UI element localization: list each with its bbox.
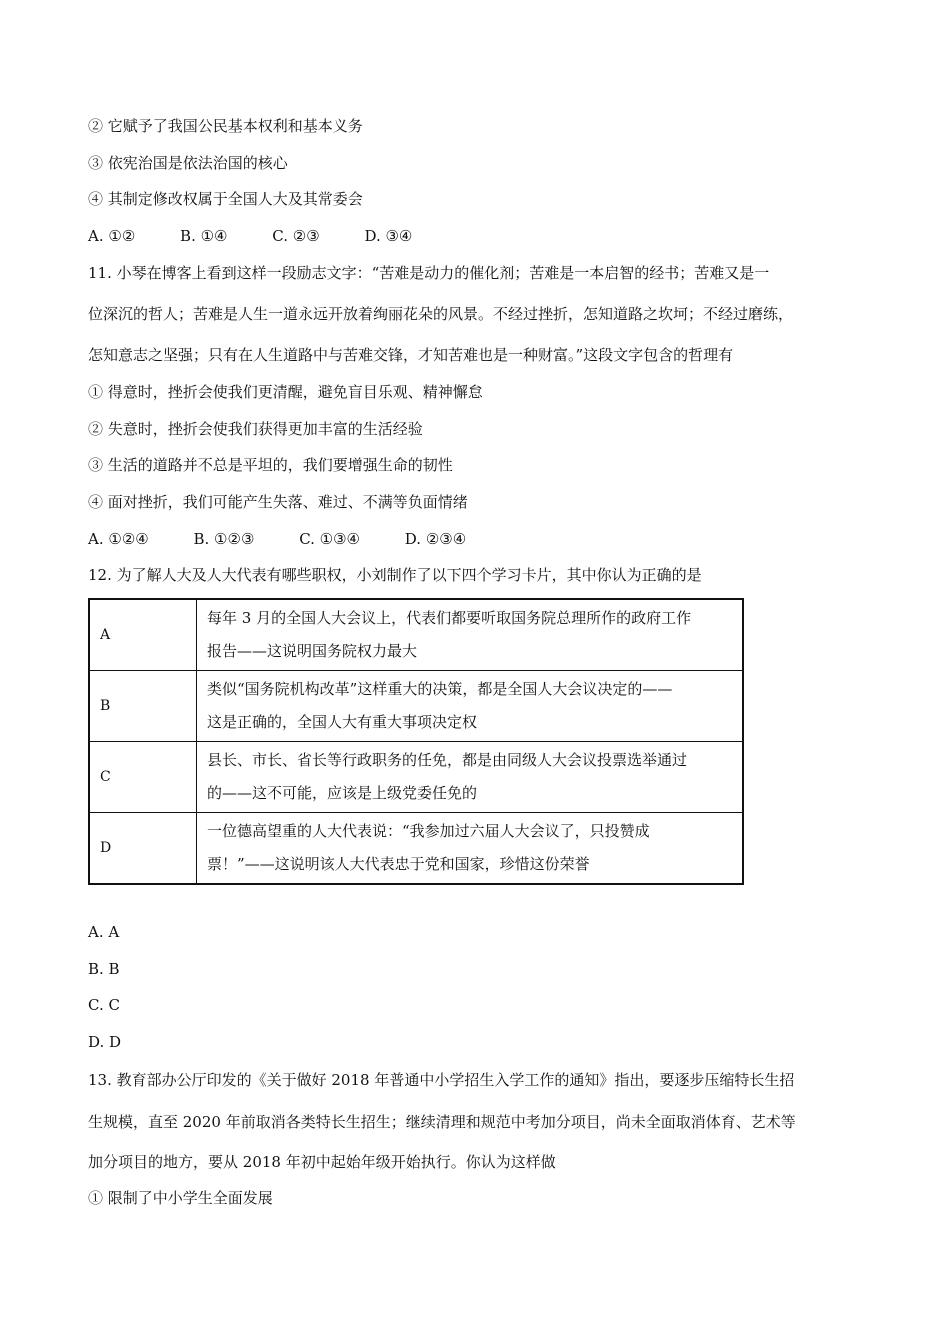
q10-option-d[interactable]: D. ③④ <box>364 227 413 245</box>
card-b-line-2: 这是正确的，全国人大有重大事项决定权 <box>207 713 478 731</box>
q11-item-1: ① 得意时，挫折会使我们更清醒，避免盲目乐观、精神懈怠 <box>88 383 483 401</box>
card-c-line-2: 的——这不可能，应该是上级党委任免的 <box>207 784 478 802</box>
card-a-line-1: 每年 3 月的全国人大会议上，代表们都要听取国务院总理所作的政府工作 <box>207 609 692 627</box>
card-a-line-2: 报告——这说明国务院权力最大 <box>207 642 418 660</box>
q13-stem-line-1: 13. 教育部办公厅印发的《关于做好 2018 年普通中小学招生入学工作的通知》指出，要逐步压缩特长生招 <box>88 1071 795 1089</box>
card-text-d <box>197 813 744 885</box>
card-row-a <box>89 599 743 671</box>
card-row-d <box>89 813 743 885</box>
q13-stem-line-3: 加分项目的地方，要从 2018 年初中起始年级开始执行。你认为这样做 <box>88 1153 556 1171</box>
q10-item-4: ④ 其制定修改权属于全国人大及其常委会 <box>88 190 363 208</box>
q11-options <box>88 529 506 549</box>
q11-option-c[interactable]: C. ①③④ <box>299 530 361 548</box>
card-text-a <box>197 599 744 671</box>
q11-stem-line-3: 怎知意志之坚强；只有在人生道路中与苦难交锋，才知苦难也是一种财富。”这段文字包含的哲理有 <box>88 346 734 364</box>
q11-item-2: ② 失意时，挫折会使我们获得更加丰富的生活经验 <box>88 420 423 438</box>
q11-item-4: ④ 面对挫折，我们可能产生失落、难过、不满等负面情绪 <box>88 493 468 511</box>
q10-option-c[interactable]: C. ②③ <box>272 227 320 245</box>
q13-stem-line-2: 生规模，直至 2020 年前取消各类特长生招生；继续清理和规范中考加分项目，尚未全面取消体育、艺术等 <box>88 1113 796 1131</box>
q12-option-c[interactable]: C. C <box>88 996 120 1014</box>
card-c-line-1: 县长、市长、省长等行政职务的任免，都是由同级人大会议投票选举通过 <box>207 751 688 769</box>
q11-option-d[interactable]: D. ②③④ <box>404 530 467 548</box>
card-row-b <box>89 671 743 742</box>
q12-option-b[interactable]: B. B <box>88 960 120 978</box>
q12-option-a[interactable]: A. A <box>88 923 120 941</box>
q10-option-a[interactable]: A. ①② <box>88 227 136 245</box>
card-label-c: C <box>89 742 197 813</box>
card-label-a: A <box>89 599 197 671</box>
card-label-d: D <box>89 813 197 885</box>
q10-item-2: ② 它赋予了我国公民基本权利和基本义务 <box>88 117 363 135</box>
card-text-b <box>197 671 744 742</box>
q12-card-table <box>88 598 744 885</box>
q13-item-1: ① 限制了中小学生全面发展 <box>88 1189 273 1207</box>
card-d-line-2: 票！”——这说明该人大代表忠于党和国家，珍惜这份荣誉 <box>207 855 590 873</box>
q11-item-3: ③ 生活的道路并不总是平坦的，我们要增强生命的韧性 <box>88 456 453 474</box>
q11-stem-line-2: 位深沉的哲人；苦难是人生一道永远开放着绚丽花朵的风景。不经过挫折，怎知道路之坎坷；不经过磨练， <box>88 305 794 323</box>
q11-option-b[interactable]: B. ①②③ <box>193 530 255 548</box>
card-b-line-1: 类似“国务院机构改革”这样重大的决策，都是全国人大会议决定的—— <box>207 680 673 698</box>
q10-option-b[interactable]: B. ①④ <box>180 227 228 245</box>
card-row-c <box>89 742 743 813</box>
q11-option-a[interactable]: A. ①②④ <box>88 530 149 548</box>
card-d-line-1: 一位德高望重的人大代表说：“我参加过六届人大会议了，只投赞成 <box>207 822 650 840</box>
q12-stem: 12. 为了解人大及人大代表有哪些职权，小刘制作了以下四个学习卡片，其中你认为正确的是 <box>88 566 702 584</box>
q12-option-d[interactable]: D. D <box>88 1033 122 1051</box>
card-text-c <box>197 742 744 813</box>
card-label-b: B <box>89 671 197 742</box>
q11-stem-line-1: 11. 小琴在博客上看到这样一段励志文字：“苦难是动力的催化剂；苦难是一本启智的经书；苦难又是一 <box>88 264 770 282</box>
q10-options <box>88 226 452 246</box>
q10-item-3: ③ 依宪治国是依法治国的核心 <box>88 154 288 172</box>
